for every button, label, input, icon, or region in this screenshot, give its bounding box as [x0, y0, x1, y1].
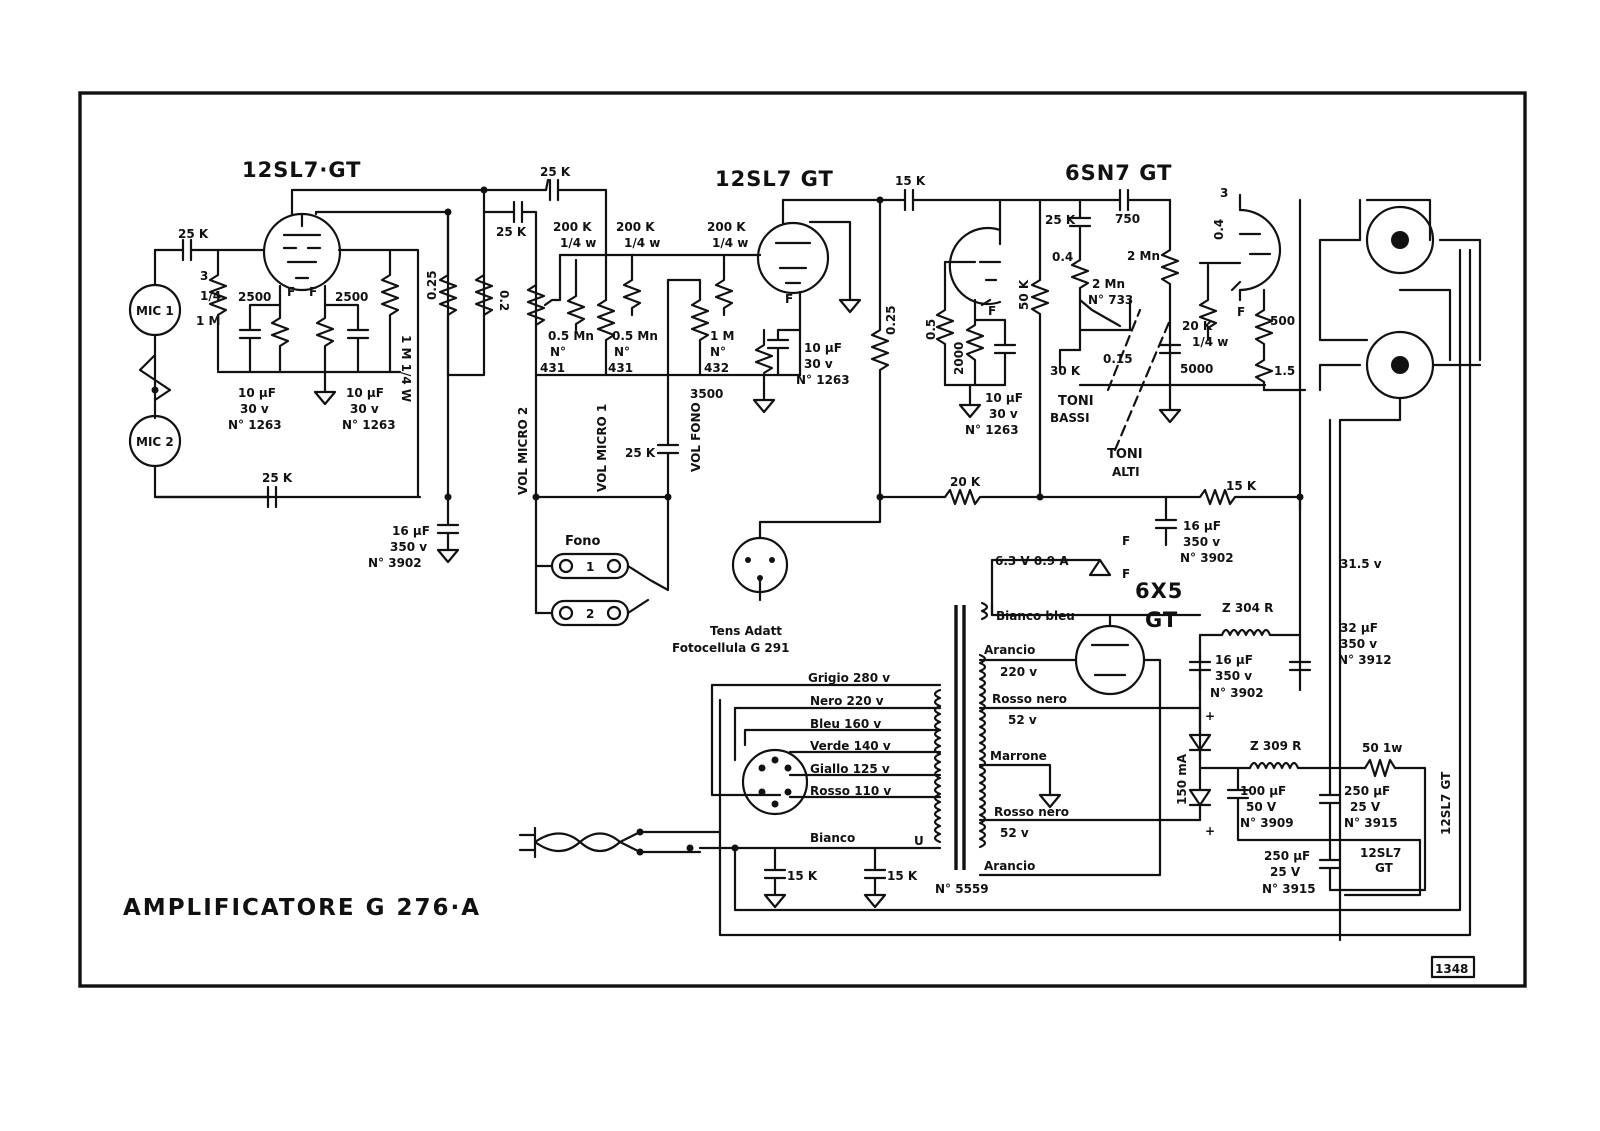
c-top-label: 25 K: [540, 165, 571, 179]
pot-bass-label: [1088, 277, 1133, 307]
rectifier-6x5: [1076, 626, 1144, 694]
svg-text:Rosso nero: Rosso nero: [994, 805, 1070, 819]
c-filt2-label: [1180, 519, 1234, 565]
heater-mark-v1a: F: [287, 285, 296, 299]
heater-sw-label: 6.3 V 0.9 A: [995, 554, 1069, 568]
heater-mark-v3: F: [988, 304, 997, 318]
r-mic1-l2: 1/4: [200, 289, 222, 303]
svg-text:52 v: 52 v: [1000, 826, 1029, 840]
svg-text:431: 431: [540, 361, 566, 375]
stage-2: [715, 167, 1000, 497]
svg-text:BASSI: BASSI: [1050, 411, 1090, 425]
svg-text:1/4 w: 1/4 w: [712, 236, 749, 250]
toni-bassi-label[interactable]: [1050, 394, 1094, 425]
svg-text:25 V: 25 V: [1270, 865, 1301, 879]
rl-a-label: 0.25: [425, 270, 439, 300]
tube-label-v1: 12SL7·GT: [242, 158, 362, 182]
svg-text:432: 432: [704, 361, 730, 375]
svg-text:350 v: 350 v: [1183, 535, 1221, 549]
rg3-label: 0.25: [884, 305, 898, 335]
svg-text:Rosso nero: Rosso nero: [992, 692, 1068, 706]
svg-text:N° 1263: N° 1263: [228, 418, 282, 432]
primary-taps: [808, 671, 924, 848]
vol-micro1-label[interactable]: VOL MICRO 1: [595, 403, 609, 492]
heater-chain-label: 12SL7 GT: [1439, 771, 1453, 835]
c-lv3-label: [1262, 849, 1316, 896]
svg-text:1/4 w: 1/4 w: [624, 236, 661, 250]
svg-text:10 µF: 10 µF: [346, 386, 384, 400]
pot-treble-label: 2 Mn: [1127, 249, 1161, 263]
b-plus-rail: [877, 475, 1382, 571]
power-supply: [520, 250, 1460, 910]
photocell-label-2: Fotocellula G 291: [672, 641, 790, 655]
c-tone-b-label: 750: [1115, 212, 1141, 226]
svg-text:N° 1263: N° 1263: [796, 373, 850, 387]
stage-3: [924, 161, 1305, 510]
c-mic2-label: 25 K: [262, 471, 293, 485]
r-tone-a-label: 0.4: [1052, 250, 1074, 264]
svg-text:Bianco: Bianco: [810, 831, 856, 845]
svg-text:Rosso 110 v: Rosso 110 v: [810, 784, 892, 798]
c-tone-a-label: 25 K: [1045, 213, 1076, 227]
svg-text:200 K: 200 K: [707, 220, 746, 234]
svg-text:200 K: 200 K: [553, 220, 592, 234]
c-tone-c-label: 0.15: [1103, 352, 1133, 366]
svg-text:Nero 220 v: Nero 220 v: [810, 694, 884, 708]
r-out-d-label: 0.4: [1212, 218, 1226, 240]
svg-text:N° 3902: N° 3902: [1210, 686, 1264, 700]
svg-text:30 v: 30 v: [350, 402, 379, 416]
svg-text:U: U: [914, 834, 924, 848]
svg-text:Verde 140 v: Verde 140 v: [810, 739, 891, 753]
svg-text:16 µF: 16 µF: [392, 524, 430, 538]
c-filt4-label: [1338, 621, 1392, 667]
heater-f-2: F: [1122, 567, 1131, 581]
svg-text:1 M: 1 M: [710, 329, 735, 343]
vol-fono-label[interactable]: VOL FONO: [689, 402, 703, 472]
mic2-label: MIC 2: [136, 435, 174, 449]
r-dec2-label: 15 K: [1226, 479, 1257, 493]
plus-mark-1: +: [1205, 709, 1216, 723]
c-line2-label: 15 K: [887, 869, 918, 883]
r-tone-c-label: [1182, 319, 1228, 349]
stage-1: [130, 158, 546, 570]
heater-box-2: GT: [1375, 861, 1393, 875]
r-tone-b-label: 30 K: [1050, 364, 1081, 378]
svg-text:52 v: 52 v: [1008, 713, 1037, 727]
r-mic1-l3: 1 M: [196, 314, 221, 328]
secondary-taps: [984, 609, 1075, 873]
tube-label-v3: 6SN7 GT: [1065, 161, 1173, 185]
svg-text:350 v: 350 v: [1215, 669, 1253, 683]
c-mic1-label: 25 K: [178, 227, 209, 241]
current-label: 150 mA: [1175, 753, 1189, 805]
c-coup-label: 25 K: [496, 225, 527, 239]
rect-label-2: GT: [1145, 608, 1179, 632]
svg-text:20 K: 20 K: [1182, 319, 1213, 333]
svg-text:25 V: 25 V: [1350, 800, 1381, 814]
toni-alti-label[interactable]: [1107, 447, 1143, 479]
svg-text:30 v: 30 v: [804, 357, 833, 371]
rect-label-1: 6X5: [1135, 579, 1184, 603]
r-dec-label: 20 K: [950, 475, 981, 489]
ck1a-label: [228, 386, 282, 432]
fono-label: Fono: [565, 534, 601, 549]
svg-text:10 µF: 10 µF: [804, 341, 842, 355]
svg-text:TONI: TONI: [1107, 447, 1143, 462]
svg-text:N°: N°: [614, 345, 631, 359]
r-mic1-l1: 3: [200, 269, 209, 283]
pot2-label: [608, 329, 658, 375]
heater-f-1: F: [1122, 534, 1131, 548]
vol-micro2-label[interactable]: VOL MICRO 2: [516, 406, 530, 495]
c-v2v3-label: 15 K: [895, 174, 926, 188]
rl-b-label: 0.2: [497, 290, 511, 312]
svg-text:N° 733: N° 733: [1088, 293, 1134, 307]
mic1-label: MIC 1: [136, 304, 174, 318]
rk1b-label: 2500: [335, 290, 369, 304]
r-grid-v1b-label: 1 M 1/4 W: [399, 335, 413, 403]
tube-v3b-envelope: [1240, 210, 1280, 290]
svg-text:32 µF: 32 µF: [1340, 621, 1378, 635]
c-line1-label: 15 K: [787, 869, 818, 883]
rk3-label: 0.5: [924, 318, 938, 340]
sheet-number: 1348: [1435, 962, 1469, 976]
c-fono-label: 25 K: [625, 446, 656, 460]
svg-text:ALTI: ALTI: [1112, 465, 1140, 479]
transformer-part-label: N° 5559: [935, 882, 989, 896]
svg-text:N° 3912: N° 3912: [1338, 653, 1392, 667]
svg-text:Marrone: Marrone: [990, 749, 1047, 763]
svg-text:Arancio: Arancio: [984, 643, 1036, 657]
pot1-label: [540, 329, 594, 375]
r-out-a-label: 500: [1270, 314, 1296, 328]
svg-text:Giallo 125 v: Giallo 125 v: [810, 762, 890, 776]
svg-text:250 µF: 250 µF: [1264, 849, 1311, 863]
heater-box-1: 12SL7: [1360, 846, 1402, 860]
svg-text:N° 3909: N° 3909: [1240, 816, 1294, 830]
svg-text:16 µF: 16 µF: [1183, 519, 1221, 533]
svg-text:220 v: 220 v: [1000, 665, 1038, 679]
ck1b-label: [342, 386, 396, 432]
svg-text:N° 3915: N° 3915: [1344, 816, 1398, 830]
v-31-label: 31.5 v: [1340, 557, 1382, 571]
choke1-label: Z 304 R: [1222, 601, 1274, 615]
fono-1-label: 1: [586, 560, 595, 574]
svg-text:10 µF: 10 µF: [985, 391, 1023, 405]
photocell-label-1: Tens Adatt: [710, 624, 783, 638]
svg-text:350 v: 350 v: [1340, 637, 1378, 651]
svg-text:Bleu 160 v: Bleu 160 v: [810, 717, 882, 731]
fono-2-label: 2: [586, 607, 595, 621]
svg-text:10 µF: 10 µF: [238, 386, 276, 400]
rl3-label: 50 K: [1017, 279, 1031, 310]
svg-text:TONI: TONI: [1058, 394, 1094, 409]
rk3b-label: 2000: [952, 341, 966, 375]
c-lv1-label: [1240, 784, 1294, 830]
svg-text:30 v: 30 v: [240, 402, 269, 416]
svg-text:16 µF: 16 µF: [1215, 653, 1253, 667]
mixer-stage: [484, 165, 880, 655]
svg-text:0.5 Mn: 0.5 Mn: [612, 329, 658, 343]
svg-text:Bianco bleu: Bianco bleu: [996, 609, 1075, 623]
heater-mark-v2: F: [785, 292, 794, 306]
c-lv2-label: [1344, 784, 1398, 830]
diagram-title: AMPLIFICATORE G 276·A: [123, 895, 482, 921]
heater-mark-v3b: F: [1237, 305, 1246, 319]
r-out-c-label: 3: [1220, 186, 1229, 200]
rk1a-label: 2500: [238, 290, 272, 304]
svg-text:50 V: 50 V: [1246, 800, 1277, 814]
c-tone-d-label: 5000: [1180, 362, 1214, 376]
svg-text:N° 3902: N° 3902: [368, 556, 422, 570]
svg-text:N°: N°: [710, 345, 727, 359]
svg-text:N° 3902: N° 3902: [1180, 551, 1234, 565]
r200b-label: [616, 220, 660, 250]
svg-text:Arancio: Arancio: [984, 859, 1036, 873]
svg-text:Grigio 280 v: Grigio 280 v: [808, 671, 891, 685]
r-out-b-label: 1.5: [1274, 364, 1296, 378]
heater-mark-v1b: F: [309, 285, 318, 299]
svg-text:250 µF: 250 µF: [1344, 784, 1391, 798]
svg-text:1/4 w: 1/4 w: [560, 236, 597, 250]
svg-text:100 µF: 100 µF: [1240, 784, 1287, 798]
svg-text:200 K: 200 K: [616, 220, 655, 234]
choke2-label: Z 309 R: [1250, 739, 1302, 753]
c-filt3-label: [1210, 653, 1264, 700]
svg-text:350 v: 350 v: [390, 540, 428, 554]
c-filt1-label: [368, 524, 430, 570]
r200a-label: [553, 220, 596, 250]
svg-text:N° 1263: N° 1263: [965, 423, 1019, 437]
tube-label-v2: 12SL7 GT: [715, 167, 834, 191]
r200c-label: [707, 220, 748, 250]
svg-text:431: 431: [608, 361, 634, 375]
svg-text:N°: N°: [550, 345, 567, 359]
svg-text:1/4 w: 1/4 w: [1192, 335, 1229, 349]
tube-v3-envelope: [950, 228, 1000, 304]
svg-text:2 Mn: 2 Mn: [1092, 277, 1126, 291]
svg-text:N° 1263: N° 1263: [342, 418, 396, 432]
svg-text:30 v: 30 v: [989, 407, 1018, 421]
ck2-label: [796, 341, 850, 387]
plus-mark-2: +: [1205, 824, 1216, 838]
svg-text:N° 3915: N° 3915: [1262, 882, 1316, 896]
rk2-label: 3500: [690, 387, 724, 401]
svg-text:0.5 Mn: 0.5 Mn: [548, 329, 594, 343]
r-heater-label: 50 1w: [1362, 741, 1403, 755]
